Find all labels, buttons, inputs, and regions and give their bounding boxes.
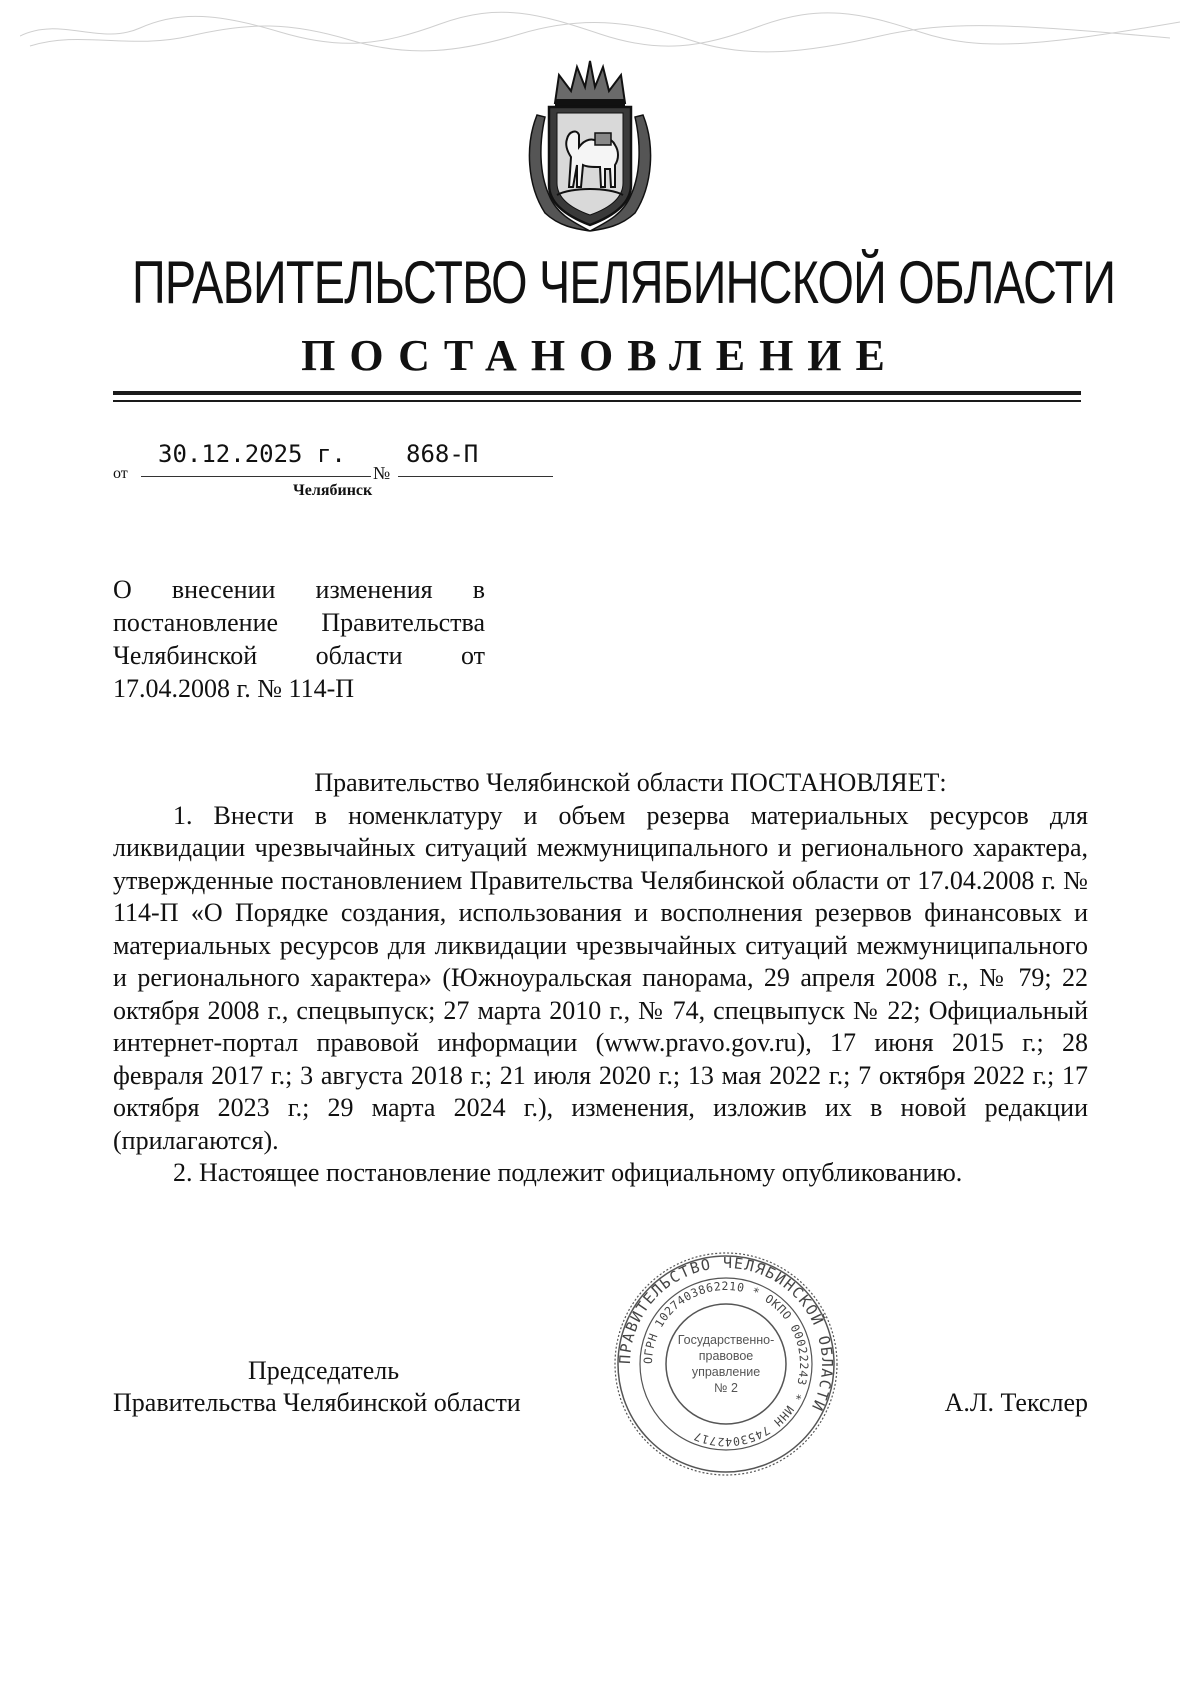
resolution-lead: Правительство Челябинской области ПОСТАНОВЛЯЕТ: — [314, 768, 947, 797]
signatory-position-line2: Правительства Челябинской области — [113, 1388, 521, 1417]
scan-noise — [20, 6, 1180, 58]
document-meta — [113, 440, 563, 510]
document-type: ПОСТАНОВЛЕНИЕ — [301, 331, 899, 380]
document-city: Челябинск — [293, 482, 373, 499]
signature-block — [113, 1355, 1088, 1415]
chelyabinsk-coat-of-arms-icon — [515, 55, 665, 233]
seal-center-line3: управление — [691, 1365, 761, 1379]
date-underline — [141, 476, 371, 477]
signatory-position-line1: Председатель — [248, 1356, 400, 1385]
seal-outer-text: ПРАВИТЕЛЬСТВО ЧЕЛЯБИНСКОЙ ОБЛАСТИ — [615, 1253, 837, 1415]
government-title: ПРАВИТЕЛЬСТВО ЧЕЛЯБИНСКОЙ ОБЛАСТИ — [132, 249, 1116, 316]
signatory-name: А.Л. Текслер — [944, 1388, 1088, 1417]
seal-ring-text: ОГРН 1027403862210 * ОКПО 00022243 * ИНН 7453042717 — [640, 1278, 812, 1450]
official-seal — [612, 1250, 840, 1478]
date-label: от — [113, 465, 128, 482]
number-label: № — [373, 463, 391, 483]
document-number: 868-П — [406, 440, 479, 468]
document-date: 30.12.2025 г. — [158, 440, 346, 468]
document-body — [113, 767, 1088, 1190]
resolution-item-2: 2. Настоящее постановление подлежит официальному опубликованию. — [173, 1158, 963, 1187]
seal-center-line1: Государственно- — [677, 1333, 775, 1347]
header-rule-thick — [113, 391, 1081, 395]
header-rule-thin — [113, 400, 1081, 402]
seal-center-line4: № 2 — [714, 1381, 738, 1395]
seal-center-line2: правовое — [698, 1349, 754, 1363]
document-subject: О внесении изменения в постановление Правительства Челябинской области от 17.04.2008 г. № 114-П — [113, 575, 485, 703]
resolution-item-1: 1. Внести в номенклатуру и объем резерва материальных ресурсов для ликвидации чрезвычайных ситуаций межмуниципального и регионального характера, утвержденные постановлением Правительства Челябинской области от 17.04.2008 г. № 114-П «О Порядке создания, использования и восполнения резервов финансовых и материальных ресурсов для ликвидации чрезвычайных ситуаций межмуниципального и регионального характера» (Южноуральская панорама, 29 апреля 2008 г., № 79; 22 октября 2008 г., спецвыпуск; 27 марта 2010 г., № 74, спецвыпуск № 22; Официальный интернет-портал правовой информации (www.pravo.gov.ru), 17 июня 2015 г.; 28 февраля 2017 г.; 3 августа 2018 г.; 21 июля 2020 г.; 13 мая 2022 г.; 7 октября 2022 г.; 17 октября 2023 г.; 29 марта 2024 г.), изменения, изложив их в новой редакции (прилагаются). — [113, 800, 1088, 1155]
number-underline — [398, 476, 553, 477]
